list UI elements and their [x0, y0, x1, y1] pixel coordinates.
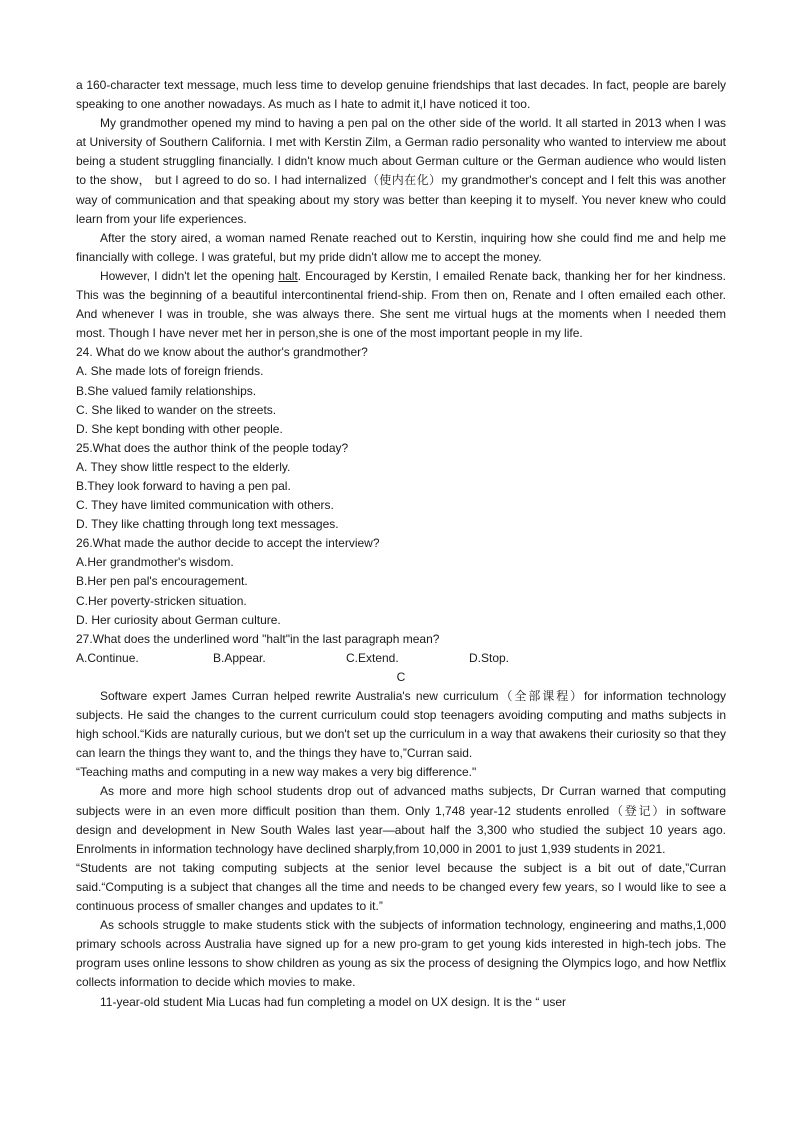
question-27-option-b: B.Appear.	[213, 650, 266, 665]
question-25-stem: 25.What does the author think of the people today?	[76, 440, 349, 455]
question-25-option-d: D. They like chatting through long text messages.	[76, 517, 339, 532]
question-25-option-a: A. They show little respect to the elderly.	[76, 459, 291, 474]
paragraph-3-start: However, I didn't let the opening	[100, 268, 279, 283]
passage-c-paragraph-5: 11-year-old student Mia Lucas had fun completing a model on UX design. It is the “ user	[100, 994, 567, 1009]
underlined-word-halt: halt	[278, 268, 298, 283]
passage-b-paragraph-3	[76, 267, 726, 343]
question-24-option-c: C. She liked to wander on the streets.	[76, 402, 277, 417]
question-26-option-d: D. Her curiosity about German culture.	[76, 612, 281, 627]
question-26-stem: 26.What made the author decide to accept the interview?	[76, 536, 380, 551]
question-27-stem: 27.What does the underlined word "halt"in the last paragraph mean?	[76, 631, 440, 646]
exam-page	[76, 76, 726, 1012]
question-24-option-d: D. She kept bonding with other people.	[76, 421, 283, 436]
question-27-option-a: A.Continue.	[76, 650, 139, 665]
question-24-stem: 24. What do we know about the author's grandmother?	[76, 345, 368, 360]
question-25-option-b: B.They look forward to having a pen pal.	[76, 478, 291, 493]
question-24-option-b: B.She valued family relationships.	[76, 383, 257, 398]
question-27-option-c: C.Extend.	[346, 650, 399, 665]
passage-c-paragraph-4: As schools struggle to make students stick with the subjects of information technology, engineering and maths,1,000 primary schools across Australia have signed up for a new pro-gram to get young kids interested in high-tech jobs. The program uses online lessons to show children as young as six the process of designing the Olympics logo, and how Netflix collects information to decide which movies to make.	[76, 918, 726, 990]
paragraph-3-rest: . Encouraged by Kerstin, I emailed Renate back, thanking her for her kindness. This was the beginning of a beautiful intercontinental friend-ship. From then on, Renate and I often emailed each other. And whenever I was in trouble, she was always there. She sent me virtual hugs at the moments when I needed them most. Though I have never met her in person,she is one of the most important people in my life.	[76, 268, 726, 341]
question-27-options	[76, 649, 726, 668]
passage-b-paragraph-2: After the story aired, a woman named Renate reached out to Kerstin, inquiring how she could find me and help me financially with college. I was grateful, but my pride didn't allow me to accept the money.	[76, 230, 726, 264]
passage-c-paragraph-1: Software expert James Curran helped rewrite Australia's new curriculum（全部课程）for information technology subjects. He said the changes to the current curriculum could stop teenagers avoiding computing and maths subjects in high school.“Kids are naturally curious, but we don't set up the curriculum in a way that awakens their curiosity so that they can learn the things they want to, and the things they have to,”Curran said.	[76, 689, 726, 761]
question-26-option-b: B.Her pen pal's encouragement.	[76, 574, 248, 589]
passage-b-paragraph-1: My grandmother opened my mind to having a pen pal on the other side of the world. It all started in 2013 when I was at University of Southern California. I met with Kerstin Zilm, a German radio personality who wanted to interview me about being a student struggling financially. I didn't know much about German culture or the German audience who would listen to the show， but I agreed to do so. I had internalized（使内在化）my grandmother's concept and I felt this was another way of communication and that speaking about my story was better than keeping it to myself. You never knew who could learn from your life experiences.	[76, 116, 726, 226]
question-24-option-a: A. She made lots of foreign friends.	[76, 364, 264, 379]
question-26-option-c: C.Her poverty-stricken situation.	[76, 593, 247, 608]
passage-c-paragraph-2: As more and more high school students drop out of advanced maths subjects, Dr Curran warned that computing subjects were in an even more difficult position than them. Only 1,748 year-12 students enrolled（登记）in software design and development in New South Wales last year—about half the 3,300 who studied the subject 10 years ago. Enrolments in information technology have declined sharply,from 10,000 in 2001 to just 1,939 students in 2021.	[76, 784, 726, 856]
passage-c-paragraph-1-quote: “Teaching maths and computing in a new way makes a very big difference."	[76, 765, 477, 780]
passage-b-paragraph-0: a 160-character text message, much less time to develop genuine friendships that last decades. In fact, people are barely speaking to one another nowadays. As much as I hate to admit it,I have noticed it too.	[76, 78, 726, 112]
passage-c-paragraph-3: “Students are not taking computing subjects at the senior level because the subject is a bit out of date,”Curran said.“Computing is a subject that changes all the time and needs to be changed every few years, so I would like to see a continuous process of smaller changes and updates to it.”	[76, 860, 726, 914]
question-27-option-d: D.Stop.	[469, 650, 510, 665]
question-25-option-c: C. They have limited communication with others.	[76, 498, 334, 513]
question-26-option-a: A.Her grandmother's wisdom.	[76, 555, 234, 570]
passage-c-heading: C	[396, 669, 406, 684]
